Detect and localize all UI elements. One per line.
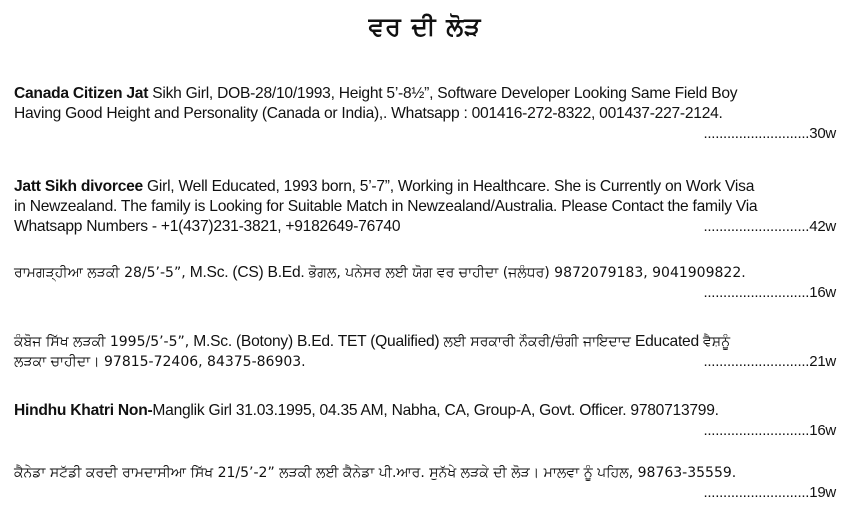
ad-text-punjabi: ਰਾਮਗੜ੍ਹੀਆ ਲੜਕੀ 28/5’-5”, <box>14 265 186 281</box>
ad-code: ...........................19w <box>703 484 836 501</box>
ad-text-punjabi: ਲਈ ਸਰਕਾਰੀ ਨੌਕਰੀ/ਚੰਗੀ ਜਾਇਦਾਦ <box>443 334 631 350</box>
ad-text-punjabi: ਭੋਗਲ, ਪਨੇਸਰ ਲਈ ਯੋਗ ਵਰ ਚਾਹੀਦਾ (ਜਲੰਧਰ) 9872079183, 9041909822. <box>308 265 746 281</box>
classified-ad-1 <box>14 84 836 144</box>
ad-text-punjabi: ਵੈਸ਼ਨੂੰ <box>702 334 731 350</box>
ad-code: ...........................16w <box>703 284 836 301</box>
ad-code: ...........................21w <box>703 353 836 370</box>
ad-text-punjabi: ਲੜਕਾ ਚਾਹੀਦਾ। 97815-72406, 84375-86903. <box>14 354 306 370</box>
ad-highlight: Hindhu Khatri Non- <box>14 402 153 419</box>
classified-ad-4 <box>14 332 836 372</box>
ad-highlight: Jatt Sikh divorcee <box>14 178 143 195</box>
ad-text: Educated <box>630 333 703 350</box>
ad-text: Whatsapp Numbers - +1(437)231-3821, +9182649-76740 <box>14 218 401 235</box>
ad-text: in Newzealand. The family is Looking for Suitable Match in Newzealand/Australia. Please Contact the family Via <box>14 198 758 215</box>
page-title: ਵਰ ਦੀ ਲੋੜ <box>368 12 482 41</box>
ad-text: M.Sc. (CS) B.Ed. <box>185 264 309 281</box>
ad-code: ...........................42w <box>703 218 836 235</box>
classified-ad-5 <box>14 401 836 441</box>
classified-ad-3 <box>14 263 836 303</box>
ad-text: Sikh Girl, DOB-28/10/1993, Height 5’-8½”, Software Developer Looking Same Field Boy <box>148 85 738 102</box>
classified-ad-6 <box>14 463 836 503</box>
ad-code: ...........................16w <box>703 422 836 439</box>
ad-text: Girl, Well Educated, 1993 born, 5’-7”, Working in Healthcare. She is Currently on Work Visa <box>142 178 755 195</box>
ad-code: ...........................30w <box>703 125 836 142</box>
ad-text: Manglik Girl 31.03.1995, 04.35 AM, Nabha, CA, Group-A, Govt. Officer. 9780713799. <box>152 402 719 419</box>
ad-text-punjabi: ਕੰਬੋਜ ਸਿੱਖ ਲੜਕੀ 1995/5’-5”, <box>14 334 190 350</box>
ad-highlight: Canada Citizen Jat <box>14 85 149 102</box>
classified-ad-2 <box>14 177 836 237</box>
ad-text-punjabi: ਕੈਨੇਡਾ ਸਟੱਡੀ ਕਰਦੀ ਰਾਮਦਾਸੀਆ ਸਿੱਖ 21/5’-2” ਲੜਕੀ ਲਈ ਕੈਨੇਡਾ ਪੀ.ਆਰ. ਸੁਨੱਖੇ ਲੜਕੇ ਦੀ ਲੋੜ। ਮਾਲਵਾ ਨੂੰ ਪਹਿਲ, 98763-35559. <box>14 465 737 481</box>
ad-text: M.Sc. (Botony) B.Ed. TET (Qualified) <box>189 333 444 350</box>
ad-text: Having Good Height and Personality (Canada or India),. Whatsapp : 001416-272-8322, 001437-227-2124. <box>14 105 723 122</box>
